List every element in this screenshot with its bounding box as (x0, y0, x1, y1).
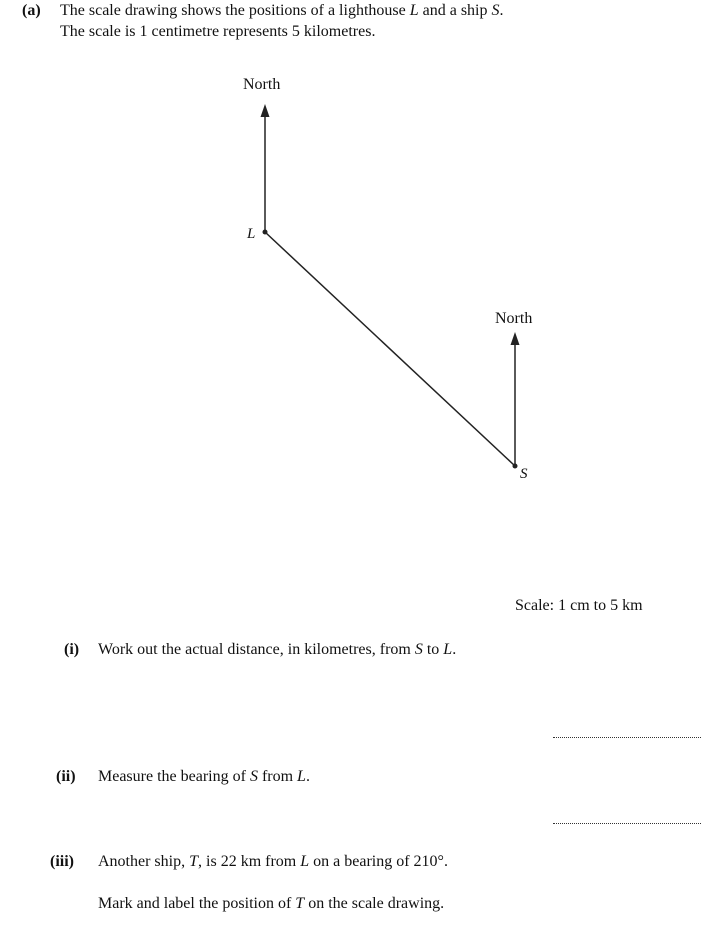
var-T: T (189, 853, 199, 870)
q3-text (98, 853, 448, 871)
var-S: S (414, 641, 423, 658)
q3-text-part: Mark and label the position of (98, 895, 296, 912)
var-S: S (249, 768, 258, 785)
q2-text-part: Measure the bearing of (98, 768, 250, 785)
answer-line-2[interactable] (553, 823, 702, 824)
q1-text-part: . (452, 641, 457, 658)
point-S-dot (513, 464, 518, 469)
intro-text: and a ship (418, 2, 492, 19)
q1-text-part: Work out the actual distance, in kilometres, from (98, 641, 415, 658)
q1-label: (i) (64, 641, 80, 658)
line-L-to-S (265, 232, 515, 466)
intro-text: . (499, 2, 504, 19)
q2-text (98, 768, 310, 786)
var-S: S (491, 2, 500, 19)
q1-text (98, 641, 456, 659)
answer-line-1[interactable] (553, 737, 702, 738)
point-S-label: S (520, 466, 528, 482)
north-label-1: North (243, 76, 281, 93)
q1-text-part: to (422, 641, 444, 658)
intro-line-2: The scale is 1 centimetre represents 5 kilometres. (60, 23, 376, 40)
q2-text-part: from (257, 768, 298, 785)
var-L: L (443, 641, 453, 658)
q3-text-part: on a bearing of 210°. (309, 853, 448, 870)
north-arrow-S (511, 332, 520, 345)
q3-text-part: , is 22 km from (198, 853, 301, 870)
north-arrow-L (261, 104, 270, 117)
scale-label: Scale: 1 cm to 5 km (515, 597, 643, 614)
q3-text-part: Another ship, (98, 853, 190, 870)
q2-label: (ii) (56, 768, 76, 785)
point-L-label: L (247, 226, 256, 242)
var-L: L (300, 853, 310, 870)
q3-text-part: on the scale drawing. (304, 895, 445, 912)
q3-label: (iii) (50, 853, 74, 870)
q2-text-part: . (305, 768, 310, 785)
var-T: T (295, 895, 305, 912)
q3-text-line-2 (98, 895, 444, 913)
part-label: (a) (22, 2, 41, 19)
var-L: L (297, 768, 306, 785)
north-label-2: North (495, 310, 533, 327)
intro-text: The scale drawing shows the positions of a lighthouse (60, 2, 410, 19)
var-L: L (409, 2, 419, 19)
point-L-dot (263, 230, 268, 235)
